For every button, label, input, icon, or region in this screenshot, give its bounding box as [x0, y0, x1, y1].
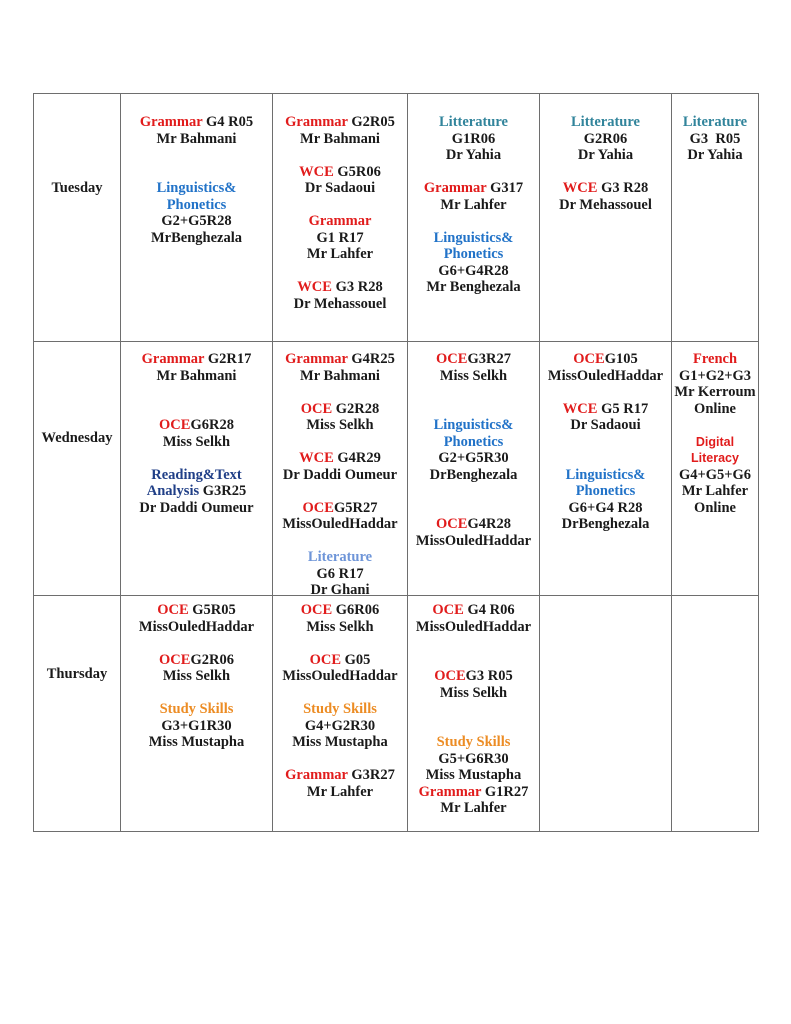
cell-content [540, 342, 671, 533]
subject-label: Grammar [308, 213, 372, 229]
session-line [273, 246, 407, 263]
session-text: G3 R28 [335, 279, 383, 295]
subject-label: OCE [300, 400, 336, 417]
session-text: Dr Yahia [445, 147, 502, 163]
subject-label: Grammar [141, 351, 208, 367]
timetable-cell-thursday-4 [540, 596, 672, 832]
session-line [408, 668, 539, 685]
session-line [121, 652, 272, 669]
session-line [273, 131, 407, 148]
session-block [273, 351, 407, 384]
session-line [408, 450, 539, 467]
cell-content [121, 94, 272, 246]
session-line [408, 434, 539, 451]
session-text: Mr Lahfer [306, 246, 374, 262]
subject-label: WCE [562, 400, 602, 417]
subject-label: Grammar [285, 767, 352, 783]
subject-label: Phonetics [443, 433, 504, 450]
timetable-cell-thursday-3 [408, 596, 540, 832]
session-block [273, 602, 407, 635]
session-line [408, 800, 539, 817]
session-line [408, 279, 539, 296]
subject-label: Grammar [418, 783, 485, 800]
session-line [121, 131, 272, 148]
session-block [408, 417, 539, 483]
timetable-cell-wednesday-3 [408, 342, 540, 596]
session-line [121, 230, 272, 247]
session-text: Dr Daddi Oumeur [139, 499, 254, 516]
cell-content [273, 94, 407, 312]
session-text: Dr Ghani [310, 582, 370, 596]
session-line [672, 500, 758, 517]
session-line [408, 197, 539, 214]
session-line [408, 784, 539, 801]
session-line [408, 417, 539, 434]
session-line [273, 602, 407, 619]
row-thursday [34, 596, 121, 832]
timetable-cell-wednesday-1 [121, 342, 273, 596]
session-line [273, 734, 407, 751]
timetable-cell-thursday-2 [273, 596, 408, 832]
session-text: MissOuledHaddar [547, 367, 664, 384]
session-block [273, 701, 407, 751]
session-line [121, 602, 272, 619]
session-text: G3 R05 [465, 668, 513, 684]
session-block [540, 351, 671, 384]
session-text: MissOuledHaddar [415, 618, 532, 635]
session-text: G6+G4R28 [438, 262, 509, 279]
subject-label: Phonetics [443, 246, 504, 262]
session-text: G3R27 [467, 351, 511, 367]
session-text: Miss Selkh [162, 433, 231, 450]
session-line [408, 230, 539, 247]
session-line [408, 685, 539, 702]
session-line [121, 483, 272, 500]
session-line [408, 131, 539, 148]
session-text: Miss Selkh [439, 684, 508, 701]
cell-content [121, 596, 272, 751]
session-block [121, 180, 272, 246]
session-line [273, 582, 407, 596]
cell-content [273, 596, 407, 800]
session-text: G1 R17 [316, 229, 364, 246]
session-block [273, 500, 407, 533]
subject-label: Analysis [146, 483, 203, 499]
session-line [540, 368, 671, 385]
session-line [540, 417, 671, 434]
timetable-cell-tuesday-4 [540, 94, 672, 342]
session-text: MrBenghezala [150, 229, 242, 246]
session-text: Mr Bahmani [300, 367, 380, 384]
session-block [672, 434, 758, 517]
session-text: G5+G6R30 [438, 750, 509, 767]
subject-label: Literature [307, 549, 373, 565]
session-line [121, 351, 272, 368]
session-text: Mr Lahfer [440, 196, 507, 213]
session-text: G2R06 [583, 130, 628, 147]
session-line [672, 351, 758, 368]
session-line [408, 602, 539, 619]
session-text: G1R06 [451, 130, 496, 147]
subject-label: Phonetics [575, 483, 636, 499]
session-line [408, 767, 539, 784]
session-line [121, 467, 272, 484]
session-line [408, 368, 539, 385]
cell-content [408, 94, 539, 296]
session-line [273, 566, 407, 583]
timetable-cell-thursday-5 [672, 596, 759, 832]
subject-label: WCE [299, 163, 338, 180]
session-text: Mr Kerroum [674, 384, 756, 400]
session-text: G6R06 [335, 602, 380, 618]
subject-label: OCE [302, 499, 334, 516]
session-line [408, 734, 539, 751]
session-line [273, 549, 407, 566]
session-line [540, 516, 671, 533]
session-text: Dr Sadaoui [304, 180, 376, 196]
subject-label: Grammar [139, 114, 207, 130]
session-text: Mr Bahmani [300, 130, 380, 147]
session-line [121, 417, 272, 434]
session-text: Miss Mustapha [292, 734, 388, 750]
subject-label: WCE [297, 279, 336, 295]
session-text: G5R05 [192, 602, 236, 618]
session-text: G2+G5R28 [161, 213, 232, 229]
session-line [273, 114, 407, 131]
subject-label: Grammar [423, 180, 491, 196]
session-text: G3+G1R30 [161, 717, 232, 734]
subject-label: Grammar [285, 351, 352, 367]
timetable-cell-wednesday-5 [672, 342, 759, 596]
session-text: G2+G5R30 [438, 450, 509, 466]
subject-label: OCE [434, 668, 466, 684]
session-text: DrBenghezala [429, 466, 518, 483]
session-line [121, 197, 272, 214]
timetable-cell-tuesday-1 [121, 94, 273, 342]
session-line [121, 114, 272, 131]
subject-label: Digital Literacy [691, 434, 739, 465]
session-line [273, 467, 407, 484]
session-block [540, 114, 671, 164]
cell-content [408, 596, 539, 817]
session-text: Miss Selkh [306, 618, 374, 635]
session-block [273, 450, 407, 483]
session-text: G4+G2R30 [304, 717, 376, 734]
subject-label: Phonetics [166, 196, 227, 213]
session-line [121, 701, 272, 718]
session-line [672, 114, 758, 131]
session-line [273, 164, 407, 181]
session-line [273, 500, 407, 517]
subject-label: French [692, 351, 738, 367]
session-line [273, 213, 407, 230]
session-line [540, 147, 671, 164]
session-text: MissOuledHaddar [282, 516, 398, 532]
subject-label: OCE [436, 516, 468, 532]
timetable-cell-wednesday-4 [540, 342, 672, 596]
cell-content [408, 342, 539, 549]
session-line [121, 213, 272, 230]
session-text: G3 R28 [601, 180, 649, 196]
timetable-cell-wednesday-2 [273, 342, 408, 596]
session-block [273, 549, 407, 596]
session-text: Dr Yahia [687, 147, 743, 163]
cell-content [672, 94, 758, 164]
session-text: Miss Selkh [306, 417, 374, 433]
subject-label: Litterature [571, 114, 640, 130]
session-text: Dr Yahia [577, 147, 634, 163]
session-line [408, 263, 539, 280]
session-line [273, 351, 407, 368]
session-block [273, 767, 407, 800]
session-line [672, 467, 758, 484]
session-block [121, 467, 272, 517]
session-text: G1R27 [484, 783, 529, 800]
session-text: G4R25 [351, 351, 395, 367]
cell-content [672, 342, 758, 516]
session-text: Miss Mustapha [148, 734, 245, 750]
subject-label: OCE [309, 651, 345, 668]
session-text: Mr Bahmani [156, 130, 237, 147]
session-line [121, 619, 272, 636]
session-text: Online [694, 499, 736, 516]
session-line [273, 619, 407, 636]
session-text: G2R28 [335, 400, 380, 417]
session-line [672, 384, 758, 401]
session-line [121, 180, 272, 197]
session-text: G5R06 [337, 163, 381, 180]
timetable-cell-tuesday-2 [273, 94, 408, 342]
session-line [540, 500, 671, 517]
session-block [408, 734, 539, 784]
session-line [121, 434, 272, 451]
session-line [672, 434, 758, 467]
session-text: G3R27 [351, 767, 395, 783]
session-line [273, 767, 407, 784]
timetable-cell-thursday-1 [121, 596, 273, 832]
session-text: G105 [604, 351, 638, 367]
subject-label: OCE [159, 417, 191, 433]
session-block [273, 401, 407, 434]
session-text: Mr Lahfer [681, 483, 749, 499]
subject-label: OCE [432, 602, 468, 618]
subject-label: Linguistics& [156, 180, 237, 196]
session-block [672, 114, 758, 164]
session-block [672, 351, 758, 417]
subject-label: OCE [159, 651, 191, 668]
session-block [273, 114, 407, 147]
session-line [672, 401, 758, 418]
session-line [408, 619, 539, 636]
session-block [121, 602, 272, 635]
session-block [540, 467, 671, 533]
session-line [273, 668, 407, 685]
session-line [408, 516, 539, 533]
session-line [672, 131, 758, 148]
session-line [273, 401, 407, 418]
session-block [408, 516, 539, 549]
session-line [273, 516, 407, 533]
session-block [408, 180, 539, 213]
session-line [672, 483, 758, 500]
session-text: G4 R06 [467, 602, 515, 618]
session-block [273, 213, 407, 263]
session-text: Mr Lahfer [440, 800, 507, 816]
session-text: G6R28 [190, 417, 234, 433]
cell-content [273, 342, 407, 596]
session-line [273, 230, 407, 247]
subject-label: Linguistics& [433, 417, 514, 433]
session-line [273, 701, 407, 718]
subject-label: Reading&Text [151, 466, 242, 483]
session-text: G6+G4 R28 [568, 499, 643, 516]
session-block [121, 701, 272, 751]
session-line [672, 147, 758, 164]
session-text: G5 R17 [601, 400, 649, 417]
session-line [540, 131, 671, 148]
session-line [121, 368, 272, 385]
session-line [540, 180, 671, 197]
subject-label: Linguistics& [565, 466, 646, 483]
session-block [408, 230, 539, 296]
session-text: DrBenghezala [561, 516, 650, 532]
session-text: Miss Selkh [162, 668, 231, 684]
subject-label: WCE [562, 180, 602, 196]
session-line [121, 500, 272, 517]
session-text: Dr Daddi Oumeur [282, 466, 398, 483]
session-block [121, 417, 272, 450]
session-block [408, 668, 539, 701]
session-text: Miss Mustapha [425, 767, 522, 783]
session-line [273, 180, 407, 197]
session-line [273, 718, 407, 735]
session-text: G2R17 [207, 351, 252, 367]
session-block [121, 652, 272, 685]
session-line [408, 351, 539, 368]
session-line [540, 197, 671, 214]
session-block [273, 279, 407, 312]
session-line [121, 718, 272, 735]
subject-label: OCE [573, 351, 605, 367]
session-text: G5R27 [333, 499, 378, 516]
session-text: Dr Sadaoui [570, 417, 641, 433]
session-block [408, 114, 539, 164]
session-line [273, 450, 407, 467]
session-block [273, 164, 407, 197]
timetable [33, 93, 759, 832]
session-block [540, 180, 671, 213]
session-text: G4R28 [467, 516, 511, 532]
session-text: G1+G2+G3 [678, 367, 752, 384]
cell-content [672, 596, 758, 602]
subject-label: OCE [300, 602, 336, 618]
session-text: Dr Mehassouel [559, 196, 652, 213]
session-line [408, 114, 539, 131]
session-text: G05 [344, 651, 371, 668]
row-tuesday [34, 94, 121, 342]
subject-label: Study Skills [159, 701, 234, 717]
subject-label: Study Skills [303, 701, 377, 717]
session-text: Mr Lahfer [306, 783, 374, 800]
subject-label: WCE [299, 450, 338, 466]
session-line [273, 296, 407, 313]
day-label: Tuesday [51, 180, 103, 196]
session-text: Dr Mehassouel [293, 295, 387, 312]
day-label: Wednesday [41, 430, 113, 446]
session-line [540, 483, 671, 500]
session-text: G2R05 [351, 114, 395, 130]
timetable-cell-tuesday-3 [408, 94, 540, 342]
session-text: G6 R17 [316, 565, 364, 582]
session-line [408, 533, 539, 550]
session-line [273, 784, 407, 801]
session-text: G317 [490, 180, 524, 196]
session-line [408, 180, 539, 197]
session-block [408, 351, 539, 384]
session-text: G3R25 [202, 483, 247, 499]
session-line [121, 668, 272, 685]
cell-content [540, 596, 671, 602]
subject-label: Litterature [439, 114, 508, 130]
session-text: MissOuledHaddar [415, 532, 532, 549]
session-block [408, 784, 539, 817]
session-line [121, 734, 272, 751]
session-line [408, 751, 539, 768]
row-wednesday [34, 342, 121, 596]
session-line [273, 279, 407, 296]
session-block [121, 114, 272, 147]
session-line [408, 147, 539, 164]
subject-label: Linguistics& [433, 229, 514, 246]
session-line [273, 417, 407, 434]
session-text: MissOuledHaddar [138, 618, 255, 635]
subject-label: OCE [436, 351, 468, 367]
session-text: G4R29 [337, 450, 381, 466]
subject-label: Study Skills [436, 734, 511, 750]
session-text: Mr Benghezala [426, 279, 521, 295]
session-line [540, 467, 671, 484]
session-text: G4+G5+G6 [678, 466, 752, 483]
day-label: Thursday [46, 666, 108, 682]
session-line [273, 368, 407, 385]
session-line [540, 401, 671, 418]
session-line [540, 114, 671, 131]
session-block [540, 401, 671, 434]
session-line [540, 351, 671, 368]
session-text: G2R06 [190, 651, 234, 668]
cell-content [540, 94, 671, 213]
session-line [273, 652, 407, 669]
session-block [121, 351, 272, 384]
session-line [408, 246, 539, 263]
session-text: G3 R05 [689, 130, 741, 147]
subject-label: Grammar [285, 114, 352, 130]
timetable-cell-tuesday-5 [672, 94, 759, 342]
session-text: Miss Selkh [439, 367, 508, 384]
session-block [408, 602, 539, 635]
session-text: Mr Bahmani [156, 367, 237, 384]
session-line [672, 368, 758, 385]
session-line [408, 467, 539, 484]
session-text: Online [694, 400, 736, 417]
session-text: MissOuledHaddar [282, 668, 398, 684]
subject-label: Literature [682, 114, 748, 130]
session-block [273, 652, 407, 685]
cell-content [121, 342, 272, 516]
subject-label: OCE [157, 602, 193, 618]
session-text: G4 R05 [206, 114, 254, 130]
